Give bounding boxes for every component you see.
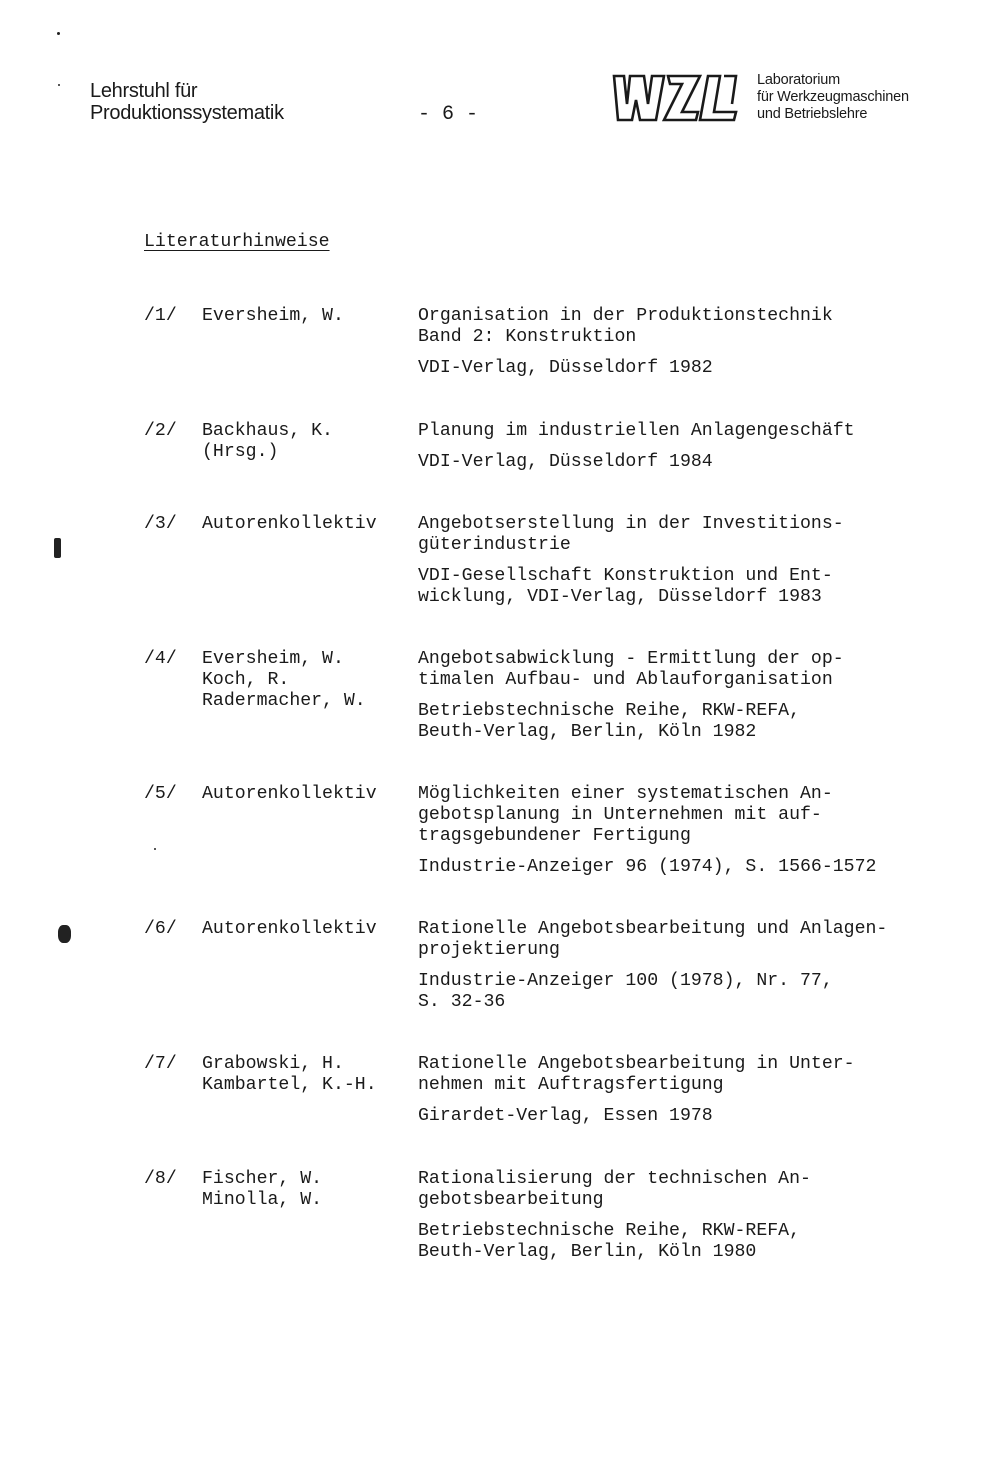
title-line: Rationalisierung der technischen An- bbox=[418, 1169, 811, 1189]
reference-number: /3/ bbox=[144, 514, 177, 534]
reference-work bbox=[418, 1169, 958, 1263]
reference-authors bbox=[202, 514, 377, 535]
source-line: Beuth-Verlag, Berlin, Köln 1980 bbox=[418, 1242, 757, 1262]
author-line: Autorenkollektiv bbox=[202, 784, 377, 804]
reference-number: /8/ bbox=[144, 1169, 177, 1189]
source-line: Industrie-Anzeiger 100 (1978), Nr. 77, bbox=[418, 971, 833, 991]
title-line: projektierung bbox=[418, 940, 560, 960]
author-line: Fischer, W. bbox=[202, 1169, 323, 1189]
reference-authors bbox=[202, 649, 366, 712]
reference-work bbox=[418, 514, 958, 608]
author-line: (Hrsg.) bbox=[202, 442, 279, 462]
title-line: Rationelle Angebotsbearbeitung und Anlagen- bbox=[418, 919, 888, 939]
reference-authors bbox=[202, 1169, 322, 1211]
author-line: Autorenkollektiv bbox=[202, 919, 377, 939]
title-line: Planung im industriellen Anlagengeschäft bbox=[418, 421, 855, 441]
author-line: Eversheim, W. bbox=[202, 306, 344, 326]
scan-speck bbox=[57, 32, 60, 35]
source-line: VDI-Verlag, Düsseldorf 1982 bbox=[418, 358, 713, 378]
author-line: Autorenkollektiv bbox=[202, 514, 377, 534]
author-line: Eversheim, W. bbox=[202, 649, 344, 669]
logo-text: WZL bbox=[682, 103, 687, 105]
reference-authors bbox=[202, 1054, 377, 1096]
reference-number: /1/ bbox=[144, 306, 177, 326]
reference-work bbox=[418, 784, 958, 878]
author-line: Radermacher, W. bbox=[202, 691, 366, 711]
reference-number: /2/ bbox=[144, 421, 177, 441]
title-line: nehmen mit Auftragsfertigung bbox=[418, 1075, 724, 1095]
scan-speck bbox=[154, 848, 156, 850]
source-line: VDI-Gesellschaft Konstruktion und Ent- bbox=[418, 566, 833, 586]
title-line: Angebotserstellung in der Investitions- bbox=[418, 514, 844, 534]
source-line: S. 32-36 bbox=[418, 992, 506, 1012]
title-line: tragsgebundener Fertigung bbox=[418, 826, 691, 846]
title-line: Organisation in der Produktionstechnik bbox=[418, 306, 833, 326]
institute-line-2: Produktionssystematik bbox=[90, 102, 284, 124]
lab-line-3: und Betriebslehre bbox=[757, 106, 868, 122]
title-line: Angebotsabwicklung - Ermittlung der op- bbox=[418, 649, 844, 669]
reference-number: /7/ bbox=[144, 1054, 177, 1074]
source-line: VDI-Verlag, Düsseldorf 1984 bbox=[418, 452, 713, 472]
reference-work bbox=[418, 421, 958, 473]
institute-line-1: Lehrstuhl für bbox=[90, 80, 198, 102]
scan-speck bbox=[58, 84, 60, 86]
laboratory-name bbox=[757, 72, 909, 123]
title-line: Band 2: Konstruktion bbox=[418, 327, 637, 347]
source-line: Betriebstechnische Reihe, RKW-REFA, bbox=[418, 701, 800, 721]
reference-authors bbox=[202, 919, 377, 940]
title-line: gebotsbearbeitung bbox=[418, 1190, 604, 1210]
scan-speck bbox=[58, 925, 71, 943]
reference-work bbox=[418, 1054, 958, 1127]
author-line: Kambartel, K.-H. bbox=[202, 1075, 377, 1095]
institute-name bbox=[90, 80, 284, 124]
source-line: Beuth-Verlag, Berlin, Köln 1982 bbox=[418, 722, 757, 742]
author-line: Koch, R. bbox=[202, 670, 290, 690]
reference-authors bbox=[202, 421, 333, 463]
lab-line-1: Laboratorium bbox=[757, 72, 841, 88]
author-line: Backhaus, K. bbox=[202, 421, 333, 441]
reference-authors bbox=[202, 306, 344, 327]
lab-line-2: für Werkzeugmaschinen bbox=[757, 89, 909, 105]
reference-number: /5/ bbox=[144, 784, 177, 804]
reference-number: /6/ bbox=[144, 919, 177, 939]
section-title: Literaturhinweise bbox=[144, 232, 330, 252]
reference-work bbox=[418, 649, 958, 743]
title-line: Rationelle Angebotsbearbeitung in Unter- bbox=[418, 1054, 855, 1074]
source-line: Industrie-Anzeiger 96 (1974), S. 1566-1572 bbox=[418, 857, 877, 877]
author-line: Minolla, W. bbox=[202, 1190, 323, 1210]
source-line: Girardet-Verlag, Essen 1978 bbox=[418, 1106, 713, 1126]
wzl-logo bbox=[612, 74, 752, 122]
source-line: Betriebstechnische Reihe, RKW-REFA, bbox=[418, 1221, 800, 1241]
reference-authors bbox=[202, 784, 377, 805]
page-number: - 6 - bbox=[418, 103, 479, 126]
reference-work bbox=[418, 919, 958, 1013]
reference-work bbox=[418, 306, 958, 379]
title-line: timalen Aufbau- und Ablauforganisation bbox=[418, 670, 833, 690]
scan-speck bbox=[54, 538, 61, 558]
title-line: gebotsplanung in Unternehmen mit auf- bbox=[418, 805, 822, 825]
title-line: güterindustrie bbox=[418, 535, 571, 555]
title-line: Möglichkeiten einer systematischen An- bbox=[418, 784, 833, 804]
source-line: wicklung, VDI-Verlag, Düsseldorf 1983 bbox=[418, 587, 822, 607]
reference-number: /4/ bbox=[144, 649, 177, 669]
author-line: Grabowski, H. bbox=[202, 1054, 344, 1074]
